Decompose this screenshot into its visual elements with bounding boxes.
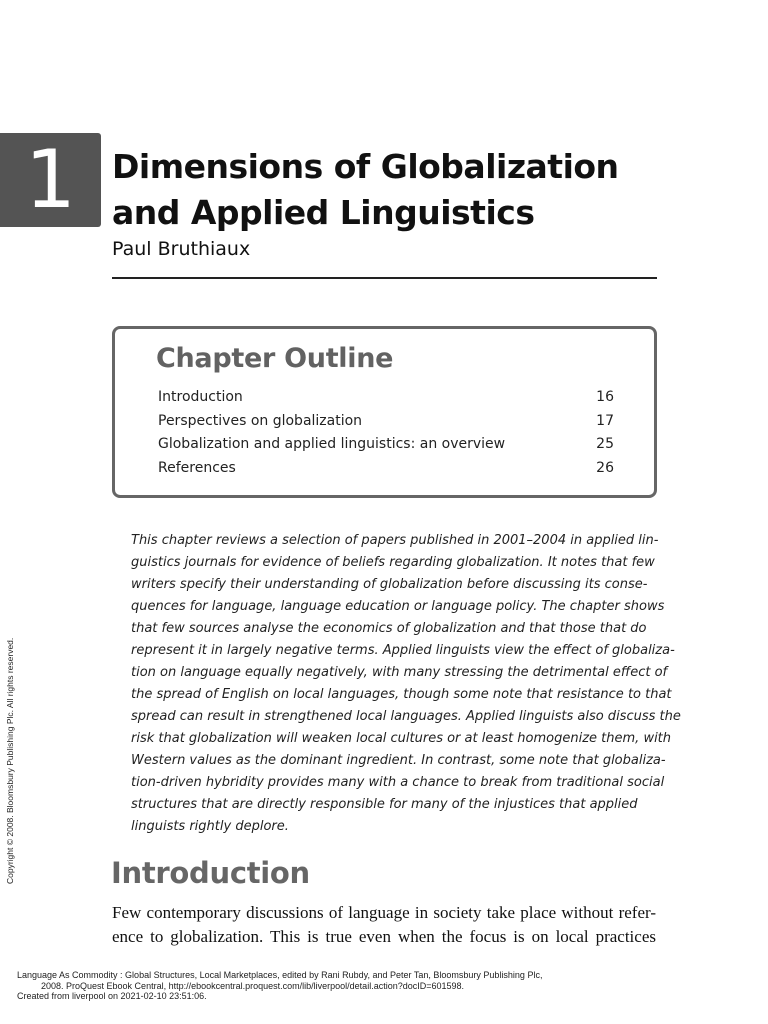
chapter-number-badge (0, 133, 101, 227)
abstract-line: represent it in largely negative terms. Applied linguists view the effect of globaliza- (131, 643, 675, 658)
outline-item[interactable] (158, 433, 614, 457)
outline-item[interactable] (158, 386, 614, 410)
abstract-line: Western values as the dominant ingredient. In contrast, some note that globaliza- (131, 753, 666, 768)
outline-item-label: Perspectives on globalization (158, 412, 363, 429)
abstract-line: structures that are directly responsible for many of the injustices that applied (131, 797, 638, 812)
section-heading-introduction: Introduction (111, 856, 310, 890)
outline-item-label: References (158, 459, 236, 476)
page-footer (17, 970, 757, 1002)
outline-item[interactable] (158, 410, 614, 434)
abstract-line: tion-driven hybridity provides many with a chance to break from traditional social (131, 775, 665, 790)
title-divider (112, 277, 657, 279)
outline-item-page: 26 (596, 459, 614, 476)
chapter-outline-list (158, 386, 614, 480)
abstract-line: that few sources analyse the economics of globalization and that those that do (131, 621, 647, 636)
chapter-outline-box (112, 326, 657, 498)
abstract-line: tion on language equally negatively, with many stressing the detrimental effect of (131, 665, 668, 680)
abstract-line: writers specify their understanding of globalization before discussing its conse- (131, 577, 648, 592)
outline-item-page: 16 (596, 389, 614, 405)
abstract-line: quences for language, language education or language policy. The chapter shows (131, 599, 665, 614)
chapter-abstract (131, 530, 681, 838)
outline-item[interactable] (158, 457, 614, 481)
chapter-title (112, 144, 672, 236)
body-line: ence to globalization. This is true even when the focus is on local practices (112, 927, 656, 946)
outline-item-page: 25 (596, 436, 614, 452)
footer-citation-line-2: 2008. ProQuest Ebook Central, http://ebookcentral.proquest.com/lib/liverpool/detail.action?docID=601598. (41, 980, 465, 991)
footer-citation-line-1: Language As Commodity : Global Structures, Local Marketplaces, edited by Rani Rubdy, and Peter Tan, Bloomsbury Publishing Plc, (17, 970, 543, 980)
abstract-line: risk that globalization will weaken local cultures or at least homogenize them, with (131, 731, 672, 746)
outline-item-label: Introduction (158, 389, 243, 405)
introduction-body (112, 901, 656, 949)
body-line: Few contemporary discussions of language in society take place without refer- (112, 903, 656, 922)
footer-created-line: Created from liverpool on 2021-02-10 23:51:06. (17, 991, 207, 1001)
abstract-line: guistics journals for evidence of beliefs regarding globalization. It notes that few (131, 555, 655, 570)
chapter-number: 1 (25, 133, 76, 226)
abstract-line: spread can result in strengthened local languages. Applied linguists also discuss the (131, 709, 681, 724)
chapter-outline-heading: Chapter Outline (156, 343, 394, 374)
chapter-author: Paul Bruthiaux (112, 238, 251, 260)
outline-item-label: Globalization and applied linguistics: an overview (158, 436, 506, 452)
side-copyright-notice: Copyright © 2008. Bloomsbury Publishing Plc. All rights reserved. (5, 637, 15, 884)
chapter-title-line-1: Dimensions of Globalization (112, 147, 619, 186)
outline-item-page: 17 (596, 412, 614, 429)
abstract-line: linguists rightly deplore. (131, 819, 289, 834)
abstract-line: the spread of English on local languages, though some note that resistance to that (131, 687, 672, 702)
abstract-line: This chapter reviews a selection of papers published in 2001–2004 in applied lin- (131, 533, 659, 548)
chapter-title-line-2: and Applied Linguistics (112, 193, 535, 232)
